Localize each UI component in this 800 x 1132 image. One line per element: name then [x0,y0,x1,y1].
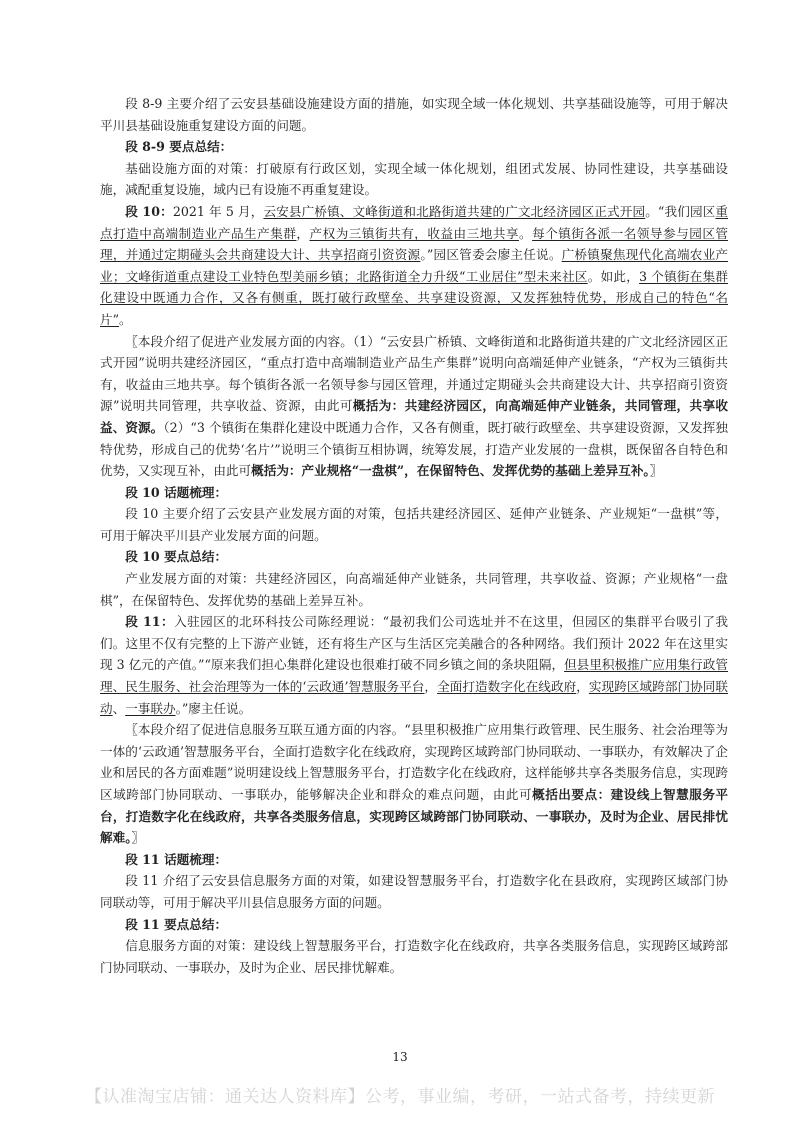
section-heading [100,849,728,871]
paragraph [100,201,728,331]
page-number: 13 [392,1050,408,1064]
paragraph [100,158,728,201]
text-run: 段 11 话题梳理： [125,851,228,867]
text-run: 、 [112,700,126,716]
section-heading [100,546,728,568]
text-run: 全面打造数字化在线政府 [437,679,577,695]
text-run: 2021 年 5 月， [172,203,264,219]
paragraph [100,611,728,719]
paragraph [100,870,728,913]
text-run: 。”园区管委会廖主任说。 [420,247,562,263]
text-run: ， [576,679,589,695]
text-run: 概括出要点：建设线上智慧服务平台，打造数字化在线政府，共享各类服务信息，实现跨区域跨部门协同联动、一事联办，及时为企业、居民排忧解难。 [100,787,728,846]
text-run: 段 10： [125,203,173,219]
text-run: 段 8-9 要点总结： [125,139,233,155]
text-run: 基础设施方面的对策：打破原有行政区划，实现全域一体化规划，组团式发展、协同性建设，共享基础设施，减配重复设施，域内已有设施不再重复建设。 [100,160,728,198]
text-run: 段 10 要点总结： [125,549,228,565]
text-run: 段 8-9 主要介绍了云安县基础设施建设方面的措施，如实现全域一体化规划、共享基础设施等，可用于解决平川县基础设施重复建设方面的问题。 [100,96,728,133]
text-run: 段 10 话题梳理： [125,484,228,500]
text-run: 产业发展方面的对策：共建经济园区，向高端延伸产业链条，共同管理，共享收益、资源；产业规格“一盘棋”，在保留特色、发挥优势的基础上差异互补。 [100,571,728,608]
text-run: 。 [119,311,132,327]
section-heading [100,136,728,158]
text-run: 重点打造中高端制造业产品生产集群 [100,203,728,241]
text-run: 入驻园区的北环科技公司陈经理说：“最初我们公司选址并不在这里，但园区的集群平台吸引了我们。这里不仅有完整的上下游产业链，还有将生产区与生活区完美融合的各种网络。我们预计 2022 年在这里实现 3 亿元的产值。”“原来我们担心集群化建设也很难打破不同乡镇之间的条块阻隔， [100,614,728,673]
text-run: 段 11： [125,614,175,630]
text-run: 概括为：产业规格“一盘棋”，在保留特色、发挥优势的基础上差异互补。 [251,463,650,479]
section-heading [100,482,728,504]
text-run: 3 个镇街在集群化建设中既通力合作，又各有侧重，既打破行政壁垒、共享建设资源，又发挥独特优势，形成自己的特色“名片” [100,268,728,327]
document-body [100,93,728,978]
text-run: 。 [519,225,533,241]
text-run: 〗 [131,830,145,846]
paragraph [100,93,728,136]
text-run: （2）“3 个镇街在集群化建设中既通力合作，又各有侧重，既打破行政壁垒、共享建设资源，又发挥独特优势，形成自己的优势‘名片’”说明三个镇街互相协调，统筹发展，打造产业发展的一盘棋，既保留各自特色和优势，又实现互补，由此可 [100,419,728,479]
text-run: 一事联办 [125,700,176,716]
text-run: 产权为三镇街共有，收益由三地共享 [309,225,519,241]
text-run: ， [424,679,438,695]
text-run: 信息服务方面的对策：建设线上智慧服务平台，打造数字化在线政府，共享各类服务信息，实现跨区域跨部门协同联动、一事联办，及时为企业、居民排忧解难。 [100,938,728,975]
text-run: 〖本段介绍了促进产业发展方面的内容。（1）“云安县广桥镇、文峰街道和北路街道共建的广文北经济园区正式开园”说明共建经济园区，“重点打造中高端制造业产品生产集群”说明向高端延伸产业链条，“产权为三镇街共有，收益由三地共享。每个镇街各派一名领导参与园区管理，并通过定期碰头会共商建设大计、共享招商引资资源”说明共同管理，共享收益、资源，由此可 [100,333,728,414]
text-run: 段 11 介绍了云安县信息服务方面的对策，如建设智慧服务平台，打造数字化在县政府，实现跨区域部门协同联动等，可用于解决平川县信息服务方面的问题。 [100,873,728,910]
paragraph [100,935,728,978]
text-run: 。如此， [587,268,640,284]
text-run: 〗 [649,463,663,479]
text-run: 实现跨区域跨部门协同联动 [100,679,729,716]
section-heading [100,914,728,936]
text-run: 〖本段介绍了促进信息服务互联互通方面的内容。“县里积极推广应用集行政管理、民生服务、社会治理等为一体的‘云政通’智慧服务平台，全面打造数字化在线政府，实现跨区域跨部门协同联动、一事联办，有效解决了企业和居民的各方面难题”说明建设线上智慧服务平台，打造数字化在线政府，这样能够共享各类服务信息，实现跨区域跨部门协同联动、一事联办，能够解决企业和群众的难点问题，由此可 [100,722,728,802]
watermark-footer: 【认准淘宝店铺：通关达人资料库】公考，事业编，考研，一站式备考，持续更新 [85,1087,715,1107]
text-run: 云安县广桥镇、文峰街道和北路街道共建的广文北经济园区正式开园 [263,203,646,219]
paragraph [100,503,728,546]
text-run: 段 10 主要介绍了云安县产业发展方面的对策，包括共建经济园区、延伸产业链条、产业规矩“一盘棋”等，可用于解决平川县产业发展方面的问题。 [100,506,728,543]
paragraph [100,568,728,611]
text-run: 概括为：共建经济园区，向高端延伸产业链条，共同管理，共享收益、资源。 [100,398,728,435]
paragraph [100,719,728,849]
text-run: 段 11 要点总结： [125,916,228,932]
paragraph [100,331,728,482]
text-run: 广桥镇聚焦现代化高端农业产业；文峰街道重点建设工业特色型美丽乡镇；北路街道全力升级“工业居住”型未来社区 [100,247,729,284]
text-run: 每个镇街各派一名领导参与园区管理，并通过定期碰头会共商建设大计、共享招商引资资源 [100,225,728,263]
text-run: 。“我们园区 [645,203,716,219]
text-run: 。”廖主任说。 [175,700,252,716]
text-run: ， [296,225,310,241]
text-run: 但县里积极推广应用集行政管理、民生服务、社会治理等为一体的‘云政通’智慧服务平台 [100,657,728,695]
